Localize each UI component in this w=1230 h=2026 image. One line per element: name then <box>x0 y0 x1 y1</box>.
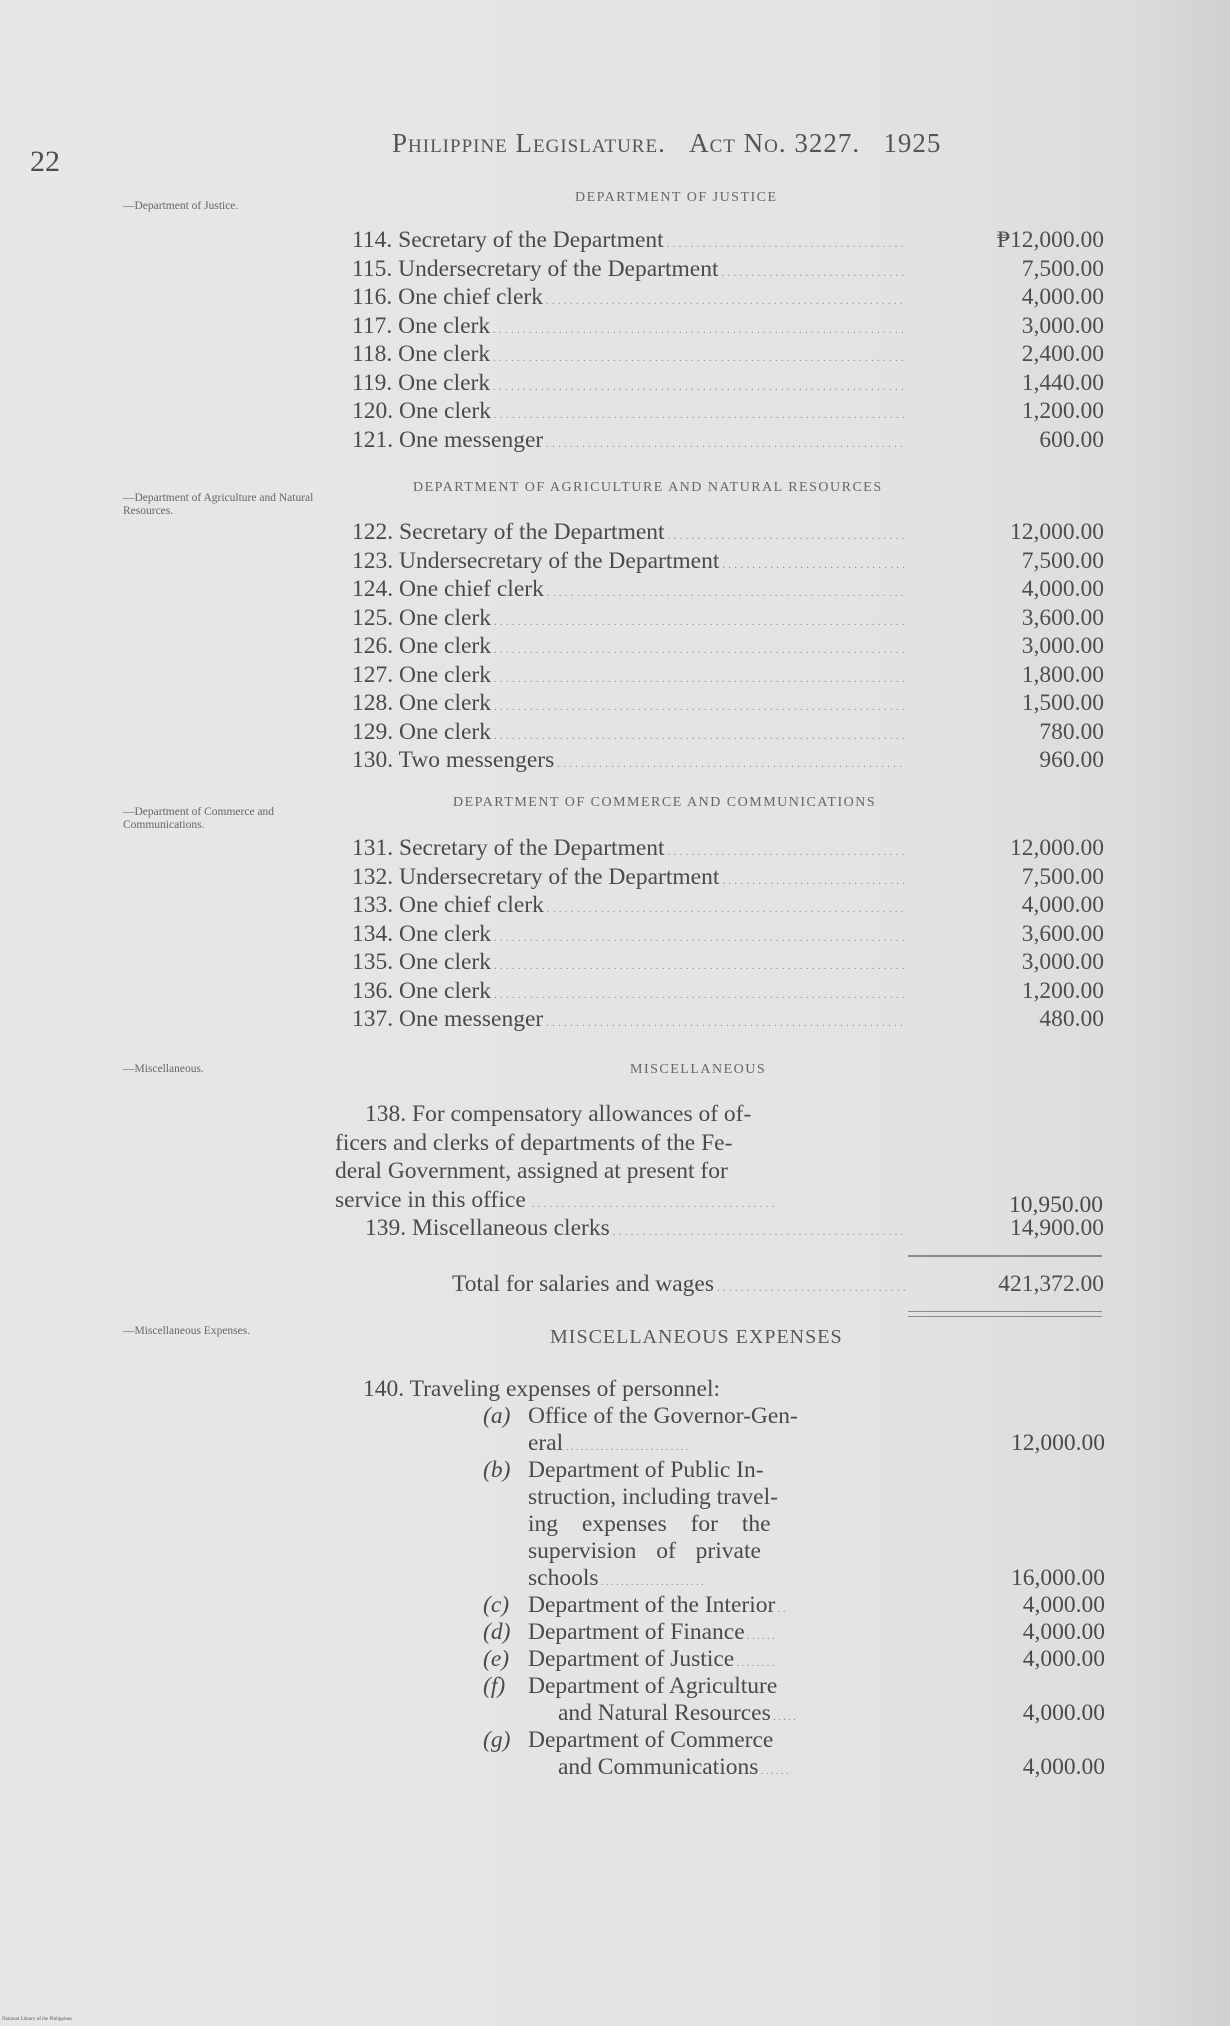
row-label: 123. Undersecretary of the Department . . . <box>352 547 904 581</box>
row-amount: 7,500.00 <box>1021 547 1104 574</box>
table-row <box>352 518 1104 547</box>
row-amount: 1,440.00 <box>1021 369 1104 396</box>
sub-item-marker: (b) <box>483 1457 511 1483</box>
row-label: 139. Miscellaneous clerks . . . <box>365 1214 905 1248</box>
commerce-rows <box>352 834 1104 1034</box>
table-row <box>352 340 1104 369</box>
row-label: 132. Undersecretary of the Department . . . <box>352 863 904 897</box>
row-label: 119. One clerk . . . <box>352 369 904 403</box>
total-double-rule-1 <box>908 1311 1102 1312</box>
running-head-year: 1925 <box>883 128 942 158</box>
row-amount: 960.00 <box>1039 747 1104 773</box>
running-head-title: Philippine Legislature. <box>392 128 666 158</box>
item-138-last-line: service in this office . . . . . . . . . . . . . . . . . . . . . . . . . . . . . . . . . . . . . . . . . 10,950.00 <box>335 1186 1103 1218</box>
sub-item-d-amount: 4,000.00 <box>1022 1619 1105 1645</box>
row-amount: 1,200.00 <box>1021 398 1104 424</box>
sub-item-f-amount: 4,000.00 <box>1022 1700 1105 1726</box>
table-row <box>352 632 1104 661</box>
row-amount: 3,000.00 <box>1021 633 1104 659</box>
table-row <box>352 718 1104 747</box>
footer-credit: National Library of the Philippines <box>2 2017 72 2022</box>
running-head <box>392 128 941 159</box>
row-amount: 7,500.00 <box>1021 255 1104 282</box>
row-amount: 1,500.00 <box>1021 690 1104 716</box>
table-row <box>352 1005 1104 1034</box>
row-amount: 3,600.00 <box>1021 920 1104 947</box>
margin-note-miscellaneous: —Miscellaneous. <box>123 1063 204 1075</box>
table-row <box>352 283 1104 312</box>
sub-item-g: (g) Department of Commerce and Communications . . . . . . <box>483 1727 789 1780</box>
row-label: 129. One clerk . . . <box>352 718 904 752</box>
sub-item-marker: (c) <box>483 1592 510 1618</box>
item-138-line: deral Government, assigned at present for <box>335 1158 728 1184</box>
row-amount: 12,000.00 <box>1010 519 1104 545</box>
row-amount: 600.00 <box>1039 426 1104 453</box>
total-label: Total for salaries and wages . . . <box>452 1270 905 1304</box>
sub-item-b: (b) Department of Public In- struction, including travel- ing expenses for the supervision of private schools . . . . . . . . . . . . . . . . . . . . . <box>483 1457 778 1591</box>
table-row <box>352 426 1104 455</box>
margin-note-misc-expenses: —Miscellaneous Expenses. <box>123 1325 251 1337</box>
row-label: 135. One clerk . . . <box>352 948 904 982</box>
row-amount: 12,000.00 <box>1010 835 1104 861</box>
sub-item-marker: (d) <box>483 1619 511 1645</box>
section-heading-agriculture: DEPARTMENT OF AGRICULTURE AND NATURAL RESOURCES <box>413 480 883 495</box>
row-amount: 4,000.00 <box>1021 284 1104 310</box>
sub-item-e-amount: 4,000.00 <box>1022 1646 1105 1672</box>
row-label: 121. One messenger . . . <box>352 426 904 460</box>
margin-note-commerce: —Department of Commerce and Communications. <box>123 806 275 831</box>
sub-item-d: (d) Department of Finance . . . . . . <box>483 1619 775 1645</box>
row-amount: 3,000.00 <box>1021 949 1104 975</box>
sub-item-a-amount: 12,000.00 <box>1011 1430 1105 1456</box>
table-row <box>352 369 1104 398</box>
item-138-line: 138. For compensatory allowances of of- <box>365 1101 752 1127</box>
row-amount: 4,000.00 <box>1021 892 1104 918</box>
sub-item-b-amount: 16,000.00 <box>1011 1565 1105 1591</box>
row-label: 137. One messenger . . . <box>352 1005 904 1039</box>
table-row <box>352 920 1104 949</box>
item-138-amount: 10,950.00 <box>1009 1191 1103 1218</box>
table-row <box>352 689 1104 718</box>
table-row <box>352 891 1104 920</box>
row-amount: 780.00 <box>1039 718 1104 745</box>
sub-item-g-amount: 4,000.00 <box>1022 1754 1105 1780</box>
sub-item-e: (e) Department of Justice . . . . . . . . <box>483 1646 775 1672</box>
sub-item-marker: (g) <box>483 1727 511 1753</box>
row-amount: 3,600.00 <box>1021 604 1104 631</box>
table-row <box>352 575 1104 604</box>
row-amount: 4,000.00 <box>1021 576 1104 602</box>
item-138-line: ficers and clerks of departments of the Fe- <box>335 1129 733 1156</box>
sub-item-marker: (e) <box>483 1646 510 1672</box>
page-number: 22 <box>30 145 60 178</box>
section-heading-justice: DEPARTMENT OF JUSTICE <box>575 190 778 205</box>
table-row <box>352 834 1104 863</box>
row-amount: 7,500.00 <box>1021 863 1104 890</box>
table-row <box>365 1214 1104 1243</box>
row-label: 120. One clerk . . . <box>352 397 904 431</box>
margin-note-agriculture: —Department of Agriculture and Natural Resources. <box>123 492 314 517</box>
row-label: 130. Two messengers . . . <box>352 746 904 780</box>
total-rule-top <box>908 1255 1102 1257</box>
table-row <box>352 226 1104 255</box>
running-head-act: Act No. 3227. <box>689 128 861 158</box>
total-row <box>452 1270 1104 1299</box>
table-row <box>452 1270 1104 1299</box>
row-amount: ₱12,000.00 <box>996 227 1104 253</box>
row-amount: 14,900.00 <box>1010 1215 1104 1241</box>
row-label: 136. One clerk . . . <box>352 977 904 1011</box>
row-amount: 3,000.00 <box>1021 312 1104 339</box>
row-amount: 1,200.00 <box>1021 977 1104 1004</box>
row-label: 115. Undersecretary of the Department . . . <box>352 255 904 289</box>
sub-item-marker: (a) <box>483 1403 511 1429</box>
row-amount: 480.00 <box>1039 1006 1104 1032</box>
section-heading-commerce: DEPARTMENT OF COMMERCE AND COMMUNICATIONS <box>453 795 877 810</box>
row-label: 122. Secretary of the Department . . . <box>352 518 904 552</box>
table-row <box>352 746 1104 775</box>
row-label: 131. Secretary of the Department . . . <box>352 834 904 868</box>
table-row <box>352 255 1104 284</box>
row-amount: 2,400.00 <box>1021 341 1104 367</box>
item-138 <box>335 1100 1103 1219</box>
table-row <box>352 312 1104 341</box>
justice-rows <box>352 226 1104 454</box>
row-label: 114. Secretary of the Department . . . <box>352 226 904 260</box>
row-label: 127. One clerk . . . <box>352 661 904 695</box>
sub-item-c-amount: 4,000.00 <box>1022 1592 1105 1618</box>
sub-item-c: (c) Department of the Interior . . <box>483 1592 786 1618</box>
item-138-line: service in this office <box>335 1186 526 1213</box>
item-140-intro: 140. Traveling expenses of personnel: <box>363 1376 721 1402</box>
table-row <box>352 397 1104 426</box>
row-label: 117. One clerk . . . <box>352 312 904 346</box>
total-amount: 421,372.00 <box>998 1271 1104 1297</box>
item-140 <box>330 1376 1105 1796</box>
row-label: 128. One clerk . . . <box>352 689 904 723</box>
total-double-rule-2 <box>908 1316 1102 1317</box>
table-row <box>352 661 1104 690</box>
row-label: 133. One chief clerk . . . <box>352 891 904 925</box>
table-row <box>352 547 1104 576</box>
table-row <box>352 948 1104 977</box>
section-heading-miscellaneous: MISCELLANEOUS <box>630 1062 767 1077</box>
row-amount: 1,800.00 <box>1021 661 1104 688</box>
sub-item-marker: (f) <box>483 1673 506 1699</box>
row-label: 126. One clerk . . . <box>352 632 904 666</box>
sub-item-a: (a) Office of the Governor-Gen- eral . . . . . . . . . . . . . . . . . . . . . . . . . <box>483 1403 798 1456</box>
sub-item-f: (f) Department of Agriculture and Natural Resources . . . . . <box>483 1673 796 1726</box>
table-row <box>352 863 1104 892</box>
table-row <box>352 604 1104 633</box>
section-heading-misc-expenses: MISCELLANEOUS EXPENSES <box>550 1326 843 1348</box>
table-row <box>352 977 1104 1006</box>
row-label: 124. One chief clerk . . . <box>352 575 904 609</box>
row-label: 118. One clerk . . . <box>352 340 904 374</box>
agriculture-rows <box>352 518 1104 775</box>
row-label: 116. One chief clerk . . . <box>352 283 904 317</box>
margin-note-justice: —Department of Justice. <box>123 200 239 212</box>
item-139 <box>365 1214 1104 1243</box>
row-label: 125. One clerk . . . <box>352 604 904 638</box>
row-label: 134. One clerk . . . <box>352 920 904 954</box>
